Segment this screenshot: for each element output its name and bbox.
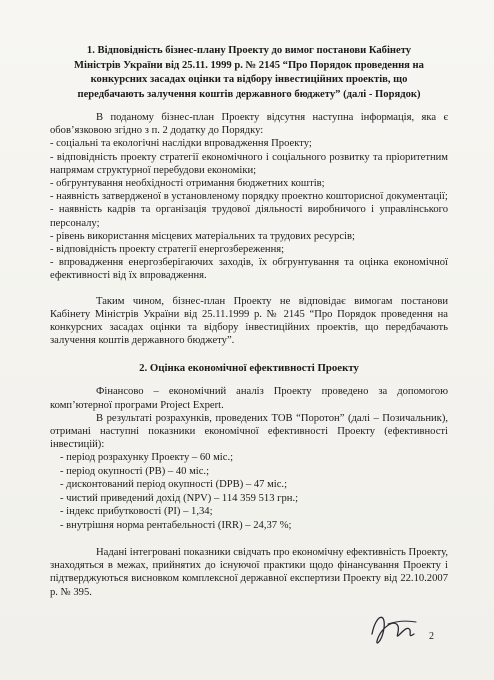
- section2-para3: Надані інтегровані показники свідчать про економічну ефективність Проекту, знаходяться в межах, прийнятих до існуючої практики щодо фінансування Проекту і підтверджуються висновком комплексної державної експертизи Проекту від 22.10.2007 р. № 395.: [50, 546, 448, 598]
- section1-title-line: конкурсних засадах оцінки та відбору інвестиційних проектів, що: [90, 74, 408, 85]
- section2-para2: В результаті розрахунків, проведених ТОВ “Поротон” (далі – Позичальник), отримані наступні показники економічної ефективності Проекту (ефективності інвестицій):: [50, 412, 448, 451]
- section1-conclusion: Таким чином, бізнес-план Проекту не відповідає вимогам постанови Кабінету Міністрів України від 25.11.1999 р. № 2145 “Про Порядок проведення на конкурсних засадах оцінки та відбору інвестиційних проектів, що передбачають залучення коштів державного бюджету”.: [50, 295, 448, 347]
- section2-title: 2. Оцінка економічної ефективності Проекту: [139, 362, 359, 375]
- list-item: - впровадження енергозберігаючих заходів, їх обгрунтування та оцінка економічної ефективності від їх впровадження.: [50, 257, 448, 282]
- section1-title-line: Міністрів України від 25.11. 1999 р. № 2145 “Про Порядок проведення на: [74, 59, 424, 71]
- missing-info-list: [50, 137, 448, 282]
- list-item: - дисконтований період окупності (DPB) – 47 міс.;: [60, 479, 288, 491]
- list-item: - чистий приведений дохід (NPV) – 114 359 513 грн.;: [60, 492, 299, 504]
- section1-title: [50, 44, 448, 102]
- list-item: - відповідність проекту стратегії економічного і соціального розвитку та пріоритетним напрямам структурної перебудови економіки;: [50, 151, 448, 176]
- section1-title-line: 1. Відповідність бізнес-плану Проекту до вимог постанови Кабінету: [86, 45, 412, 56]
- section1-intro: В поданому бізнес-план Проекту відсутня наступна інформація, яка є обов’язковою згідно з п. 2 додатку до Порядку:: [50, 112, 448, 137]
- list-item: - період розрахунку Проекту – 60 міс.;: [60, 452, 234, 464]
- indicators-list: [60, 451, 448, 531]
- list-item: - соціальні та екологічні наслідки впровадження Проекту;: [50, 138, 312, 150]
- list-item: - обгрунтування необхідності отримання бюджетних коштів;: [50, 178, 325, 190]
- section2-para1: Фінансово – економічний аналіз Проекту проведено за допомогою комп’ютерної програми Project Expert.: [50, 386, 448, 411]
- page-number: 2: [429, 631, 434, 642]
- signature-icon: [364, 604, 424, 654]
- list-item: - наявність затвердженої в установленому порядку проектно кошторисної документації;: [50, 191, 448, 203]
- list-item: - період окупності (PB) – 40 міс.;: [60, 465, 210, 477]
- list-item: - внутрішня норма рентабельності (IRR) – 24,37 %;: [60, 519, 292, 531]
- list-item: - наявність кадрів та організація трудової діяльності виробничого і управлінського персоналу;: [50, 204, 448, 229]
- section1-title-line: передбачають залучення коштів державного бюджету” (далі - Порядок): [77, 88, 421, 100]
- list-item: - відповідність проекту стратегії енергозбереження;: [50, 244, 285, 256]
- list-item: - рівень використання місцевих матеріальних та трудових ресурсів;: [50, 230, 355, 242]
- list-item: - індекс прибутковості (PI) – 1,34;: [60, 506, 213, 518]
